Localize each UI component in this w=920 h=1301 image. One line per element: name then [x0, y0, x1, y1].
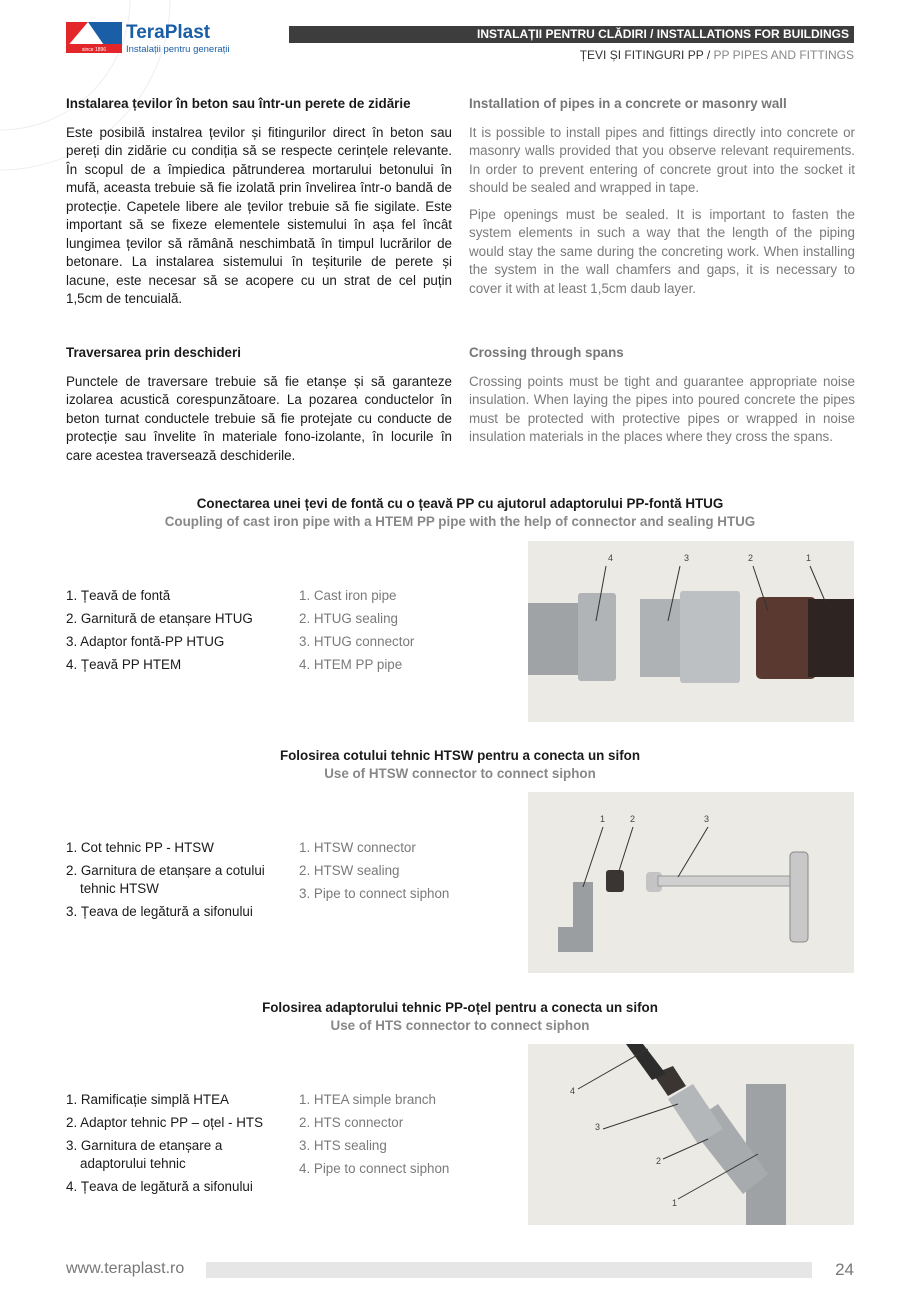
- photo-hts-siphon: [528, 1044, 854, 1225]
- legend-item: 1. Țeavă de fontă: [66, 588, 171, 603]
- legend-item: 4. Țeavă PP HTEM: [66, 657, 182, 672]
- figure-caption: [66, 747, 854, 783]
- legend-item: 2. Adaptor tehnic PP – oțel - HTS: [66, 1115, 264, 1130]
- footer-url[interactable]: www.teraplast.ro: [66, 1260, 185, 1277]
- legend-item: 2. HTS connector: [299, 1115, 404, 1130]
- callout-number: 4: [570, 1086, 576, 1096]
- callout-number: 3: [704, 814, 710, 824]
- page-subtitle: [489, 48, 854, 62]
- figure-caption: [66, 999, 854, 1035]
- teraplast-logo: [66, 22, 238, 56]
- legend-item: 3. Țeava de legătură a sifonului: [66, 904, 253, 919]
- callout-number: 3: [595, 1122, 601, 1132]
- callout-number: 2: [656, 1156, 662, 1166]
- caption-ro: Conectarea unei țevi de fontă cu o țeavă PP cu ajutorul adaptorului PP-fontă HTUG: [196, 496, 724, 511]
- figure-legend-en: [299, 587, 519, 679]
- subtitle-en: PP PIPES AND FITTINGS: [710, 48, 854, 62]
- footer-bar: [206, 1262, 812, 1278]
- callout-number: 3: [684, 553, 690, 563]
- logo-tagline: Instalații pentru generații: [126, 44, 230, 55]
- photo-htsw-siphon: [528, 792, 854, 973]
- callout-number: 1: [600, 814, 606, 824]
- legend-item: 2. Garnitura de etanșare a cotului tehnic HTSW: [66, 863, 265, 896]
- figure-caption: [66, 495, 854, 531]
- callout-number: 2: [630, 814, 636, 824]
- legend-item: 4. Pipe to connect siphon: [299, 1161, 450, 1176]
- legend-item: 1. HTSW connector: [299, 840, 416, 855]
- legend-item: 1. HTEA simple branch: [299, 1092, 436, 1107]
- section-en-concrete: [469, 95, 855, 306]
- legend-item: 2. HTSW sealing: [299, 863, 400, 878]
- legend-item: 3. Garnitura de etanșare a adaptorului tehnic: [66, 1138, 223, 1171]
- callout-number: 4: [608, 553, 614, 563]
- caption-ro: Folosirea cotului tehnic HTSW pentru a conecta un sifon: [279, 748, 641, 763]
- paragraph: Pipe openings must be sealed. It is important to fasten the system elements in such a way that the length of the piping would stay the same during the concreting work. When installing the system in the wall chamfers and gaps, it is necessary to cover it with at least 1,5cm daub layer.: [469, 206, 855, 296]
- figure-legend-en: [299, 1091, 519, 1183]
- legend-item: 3. Pipe to connect siphon: [299, 886, 450, 901]
- svg-text:since 1896: since 1896: [81, 47, 107, 53]
- legend-item: 1. Ramificație simplă HTEA: [66, 1092, 229, 1107]
- figure-legend-en: [299, 839, 519, 908]
- figure-legend-ro: [66, 1091, 286, 1201]
- caption-en: Coupling of cast iron pipe with a HTEM PP pipe with the help of connector and sealing HTUG: [164, 514, 756, 529]
- section-ro-crossing: [66, 344, 452, 473]
- legend-item: 1. Cast iron pipe: [299, 588, 397, 603]
- legend-item: 2. HTUG sealing: [299, 611, 398, 626]
- section-heading: Instalarea țevilor în beton sau într-un perete de zidărie: [66, 96, 411, 111]
- legend-item: 2. Garnitură de etanșare HTUG: [66, 611, 253, 626]
- legend-item: 3. HTS sealing: [299, 1138, 387, 1153]
- paragraph: Este posibilă instalrea țevilor și fitingurilor direct în beton sau pereți din zidărie cu condiția să se respecte cerințele relevante. În scopul de a împiedica pătrunderea mortarului betonului în mufă, aceasta trebuie să fie izolată prin învelirea într-o bandă de protecție. Capetele libere ale țevilor trebuie să fie sigilate. Este important să se fixeze elementele sistemului în așa fel încât lungimea țevilor să rămână neschimbată în timpul lucrărilor de betonare. La instalarea sistemului în teșiturile de perete și lacune, este necesar să se acopere cu un strat de cel puțin 1,5cm de tencuială.: [66, 124, 452, 306]
- callout-number: 1: [806, 553, 812, 563]
- paragraph: It is possible to install pipes and fittings directly into concrete or masonry walls provided that you observe relevant requirements. In order to prevent entering of concrete grout into the socket it should be sealed and wrapped in tape.: [469, 124, 855, 195]
- page-number: 24: [835, 1260, 854, 1279]
- figure-legend-ro: [66, 839, 286, 926]
- section-heading: Crossing through spans: [469, 345, 624, 360]
- callout-number: 2: [748, 553, 754, 563]
- section-en-crossing: [469, 344, 855, 455]
- callout-number: 1: [672, 1198, 678, 1208]
- subtitle-ro: ȚEVI ȘI FITINGURI PP /: [579, 48, 711, 62]
- legend-item: 3. HTUG connector: [299, 634, 415, 649]
- legend-item: 1. Cot tehnic PP - HTSW: [66, 840, 214, 855]
- caption-ro: Folosirea adaptorului tehnic PP-oțel pentru a conecta un sifon: [262, 1000, 658, 1015]
- section-ro-concrete: [66, 95, 452, 317]
- paragraph: Punctele de traversare trebuie să fie etanșe și să garanteze izolarea acustică corespunzătoare. La pozarea conductelor în beton turnat conductele trebuie să fie protejate cu conducte de protecție sau învelite în materiale fono-izolante, în locurile în care acestea traversează deschiderile.: [66, 373, 452, 463]
- legend-item: 4. Țeava de legătură a sifonului: [66, 1179, 253, 1194]
- legend-item: 3. Adaptor fontă-PP HTUG: [66, 634, 225, 649]
- paragraph: Crossing points must be tight and guarantee appropriate noise insulation. When laying the pipes into poured concrete the pipes must be protected with protective pipes or wrapped in noise insulation materials in the places where they cross the spans.: [469, 373, 855, 444]
- figure-legend-ro: [66, 587, 286, 679]
- legend-item: 4. HTEM PP pipe: [299, 657, 403, 672]
- caption-en: Use of HTSW connector to connect siphon: [324, 766, 596, 781]
- photo-cast-iron-coupling: [528, 541, 854, 722]
- section-heading: Installation of pipes in a concrete or masonry wall: [469, 96, 787, 111]
- logo-brand: TeraPlast: [126, 22, 211, 43]
- caption-en: Use of HTS connector to connect siphon: [330, 1018, 590, 1033]
- section-title-bar: INSTALAȚII PENTRU CLĂDIRI / INSTALLATIONS FOR BUILDINGS: [289, 26, 854, 43]
- section-heading: Traversarea prin deschideri: [66, 345, 241, 360]
